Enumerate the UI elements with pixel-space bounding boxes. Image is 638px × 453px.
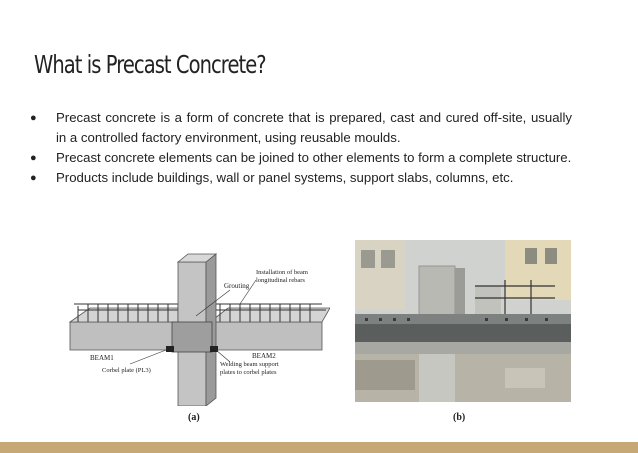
precast-site-photo bbox=[355, 240, 571, 402]
bullet-dot-icon: ● bbox=[30, 152, 37, 164]
bullet-text: Precast concrete is a form of concrete that is prepared, cast and cured off-site, usually in a controlled factory environment, using reusable moulds. bbox=[56, 110, 572, 145]
figure-a-caption: (a) bbox=[188, 412, 200, 423]
figure-b-photo bbox=[355, 240, 571, 402]
label-beam2: BEAM2 bbox=[252, 352, 276, 360]
bullet-item bbox=[30, 108, 572, 148]
bullet-text: Precast concrete elements can be joined to other elements to form a complete structure. bbox=[56, 150, 572, 165]
beam-column-illustration bbox=[60, 238, 330, 406]
bullet-list bbox=[30, 108, 572, 188]
figure-a-diagram bbox=[60, 238, 330, 406]
bullet-dot-icon: ● bbox=[30, 172, 37, 184]
label-grouting: Grouting bbox=[224, 282, 250, 290]
bullet-text: Products include buildings, wall or panel systems, support slabs, columns, etc. bbox=[56, 170, 514, 185]
label-installation-2: longitudinal rebars bbox=[256, 277, 305, 284]
label-welding-1: Welding beam support bbox=[220, 361, 279, 368]
bullet-dot-icon: ● bbox=[30, 112, 37, 124]
label-welding-2: plates to corbel plates bbox=[220, 369, 277, 376]
label-corbel-plate: Corbel plate (PL3) bbox=[102, 367, 151, 374]
slide-title: What is Precast Concrete? bbox=[34, 50, 266, 79]
bullet-item bbox=[30, 168, 572, 188]
label-beam1: BEAM1 bbox=[90, 354, 114, 362]
footer-bar bbox=[0, 442, 638, 453]
bullet-item bbox=[30, 148, 572, 168]
label-installation-1: Installation of beam bbox=[256, 269, 308, 276]
figure-b-caption: (b) bbox=[453, 412, 466, 423]
